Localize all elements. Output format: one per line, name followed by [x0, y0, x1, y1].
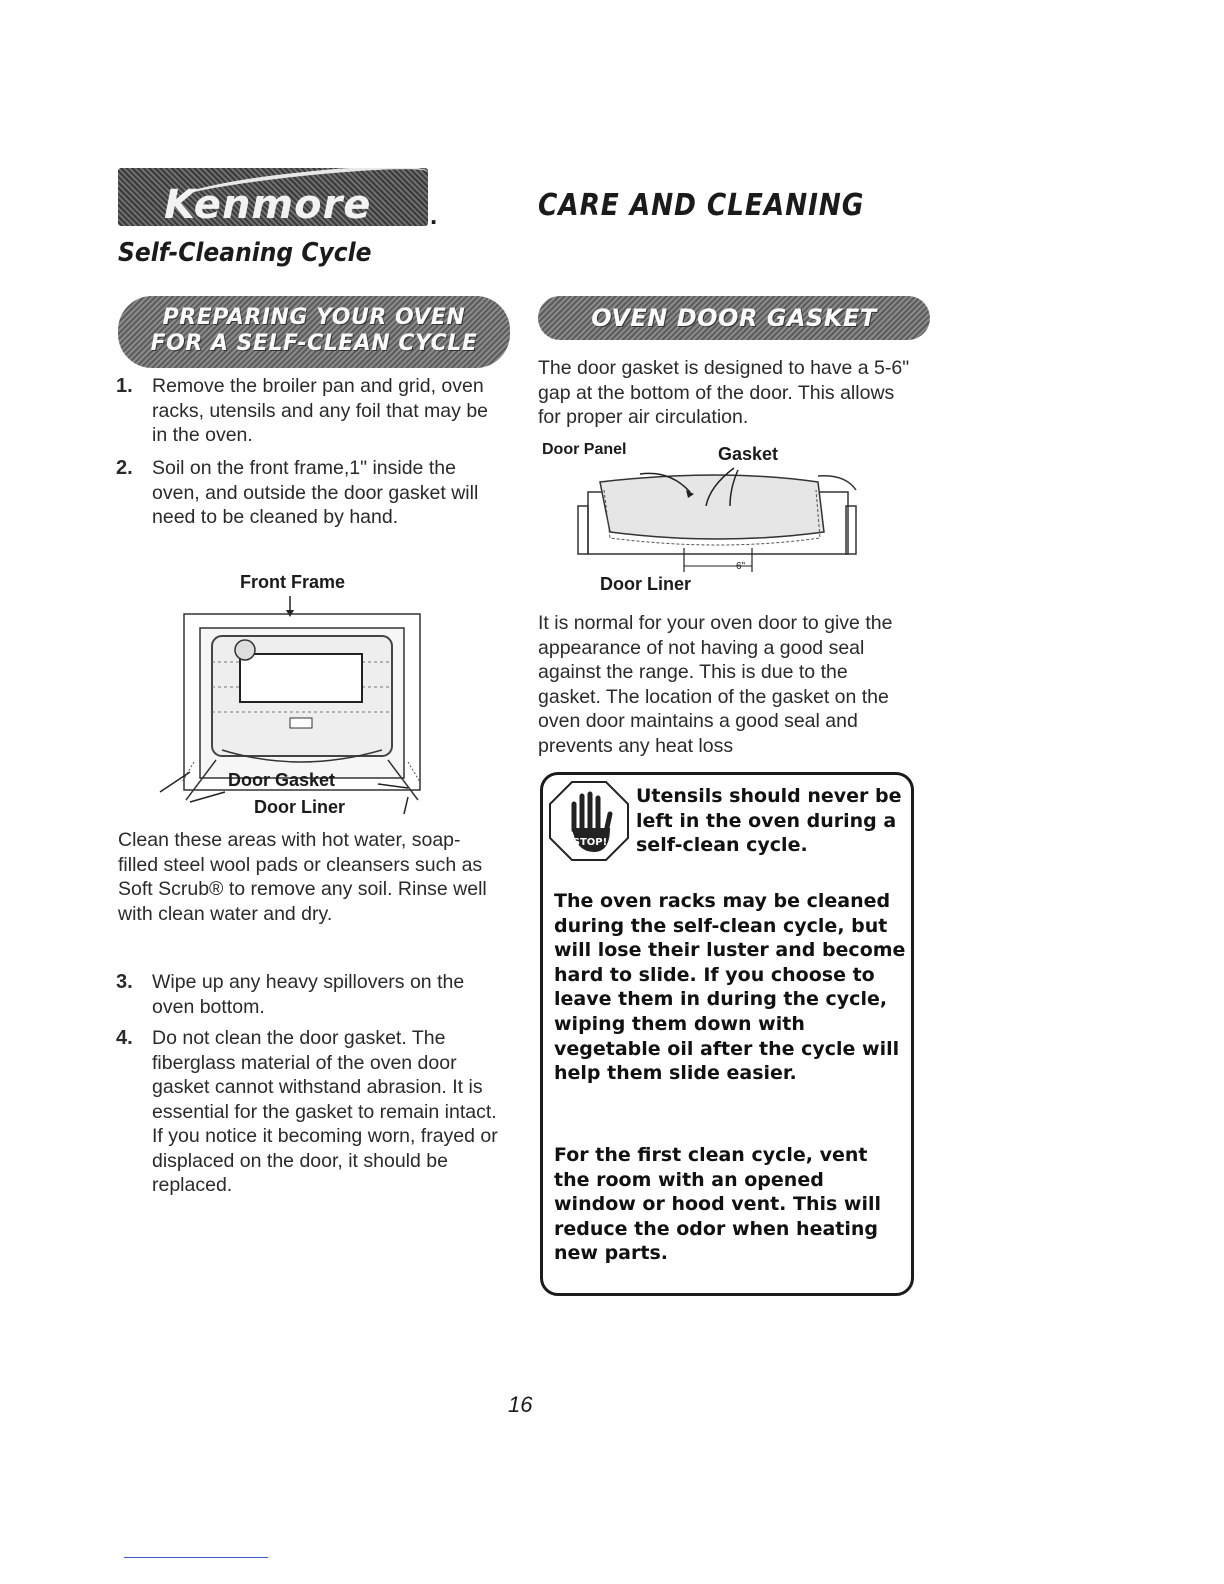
cleaning-paragraph: Clean these areas with hot water, soap-filled steel wool pads or cleansers such as Soft Scrub® to remove any soil. Rinse well with clean water and dry. — [118, 829, 487, 925]
page-title: CARE AND CLEANING — [538, 188, 865, 223]
logo-text: Kenmore — [164, 182, 372, 226]
figure-label-door-liner: Door Liner — [254, 797, 346, 817]
stop-label: STOP! — [572, 837, 608, 848]
footer-rule — [124, 1557, 268, 1558]
gasket-intro: The door gasket is designed to have a 5-6" gap at the bottom of the door. This allows for proper air circulation. — [538, 357, 910, 428]
list-item-text: Remove the broiler pan and grid, oven racks, utensils and any foil that may be in the oven. — [152, 375, 489, 446]
figure-label-door-liner-right: Door Liner — [600, 574, 692, 594]
warning-paragraph-vent: For the first clean cycle, vent the room with an opened window or hood vent. This will reduce the odor when heating new parts. — [554, 1144, 882, 1265]
list-item-number: 1. — [116, 375, 133, 397]
list-item — [116, 456, 506, 530]
list-item — [116, 970, 506, 1019]
section-title: Self-Cleaning Cycle — [118, 238, 372, 268]
preparing-banner-line1: PREPARING YOUR OVEN — [162, 305, 466, 330]
warning-paragraph-racks: The oven racks may be cleaned during the self-clean cycle, but will lose their luster and become hard to slide. If you choose to leave them in during the cycle, wiping them down with vegetable oil after the cycle will help them slide easier. — [554, 890, 906, 1085]
kenmore-logo — [118, 168, 428, 226]
page-number: 16 — [508, 1392, 533, 1417]
figure-label-front-frame: Front Frame — [240, 572, 346, 592]
list-item-text: Do not clean the door gasket. The fiberglass material of the oven door gasket cannot withstand abrasion. It is essential for the gasket to remain intact. If you notice it becoming worn, frayed or displaced on the door, it should be replaced. — [152, 1027, 498, 1196]
list-item-number: 3. — [116, 971, 133, 993]
stop-hand-icon — [548, 780, 630, 862]
oven-door-gasket-banner: OVEN DOOR GASKET — [538, 296, 930, 340]
figure-label-door-gasket: Door Gasket — [228, 770, 336, 790]
figure-label-door-panel: Door Panel — [542, 441, 627, 458]
gasket-paragraph: It is normal for your oven door to give the appearance of not having a good seal against the range. This is due to the gasket. The location of the gasket on the oven door maintains a good seal and prevents any heat loss — [538, 612, 893, 757]
list-item-text: Wipe up any heavy spillovers on the oven bottom. — [152, 971, 465, 1018]
gasket-illustration — [570, 462, 870, 578]
list-item — [116, 1026, 502, 1198]
list-item-number: 4. — [116, 1027, 133, 1049]
preparing-banner-line2: FOR A SELF-CLEAN CYCLE — [150, 331, 478, 356]
list-item-text: Soil on the front frame,1" inside the oven, and outside the door gasket will need to be cleaned by hand. — [152, 457, 479, 528]
figure-label-gasket: Gasket — [718, 444, 779, 464]
figure-label-gap: 6" — [736, 561, 746, 572]
list-item-number: 2. — [116, 457, 133, 479]
list-item — [116, 374, 506, 448]
warning-headline: Utensils should never be left in the oven during a self-clean cycle. — [636, 785, 902, 857]
logo-dot: . — [430, 200, 438, 230]
preparing-banner — [118, 296, 510, 368]
